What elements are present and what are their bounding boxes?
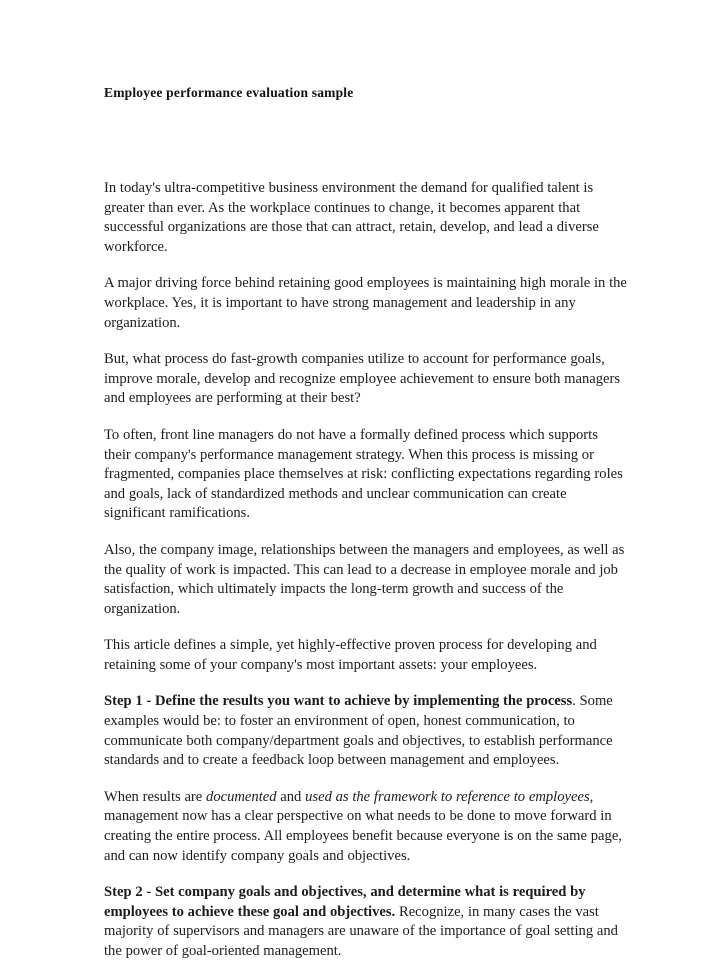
text-run: When results are — [104, 788, 207, 805]
paragraph — [104, 636, 628, 675]
text-run: But, what process do fast-growth companies utilize to account for performance goals, improve morale, develop and recognize employee achievement to ensure both managers and employees are performing at their best? — [104, 351, 621, 407]
text-run: , management now has a clear perspective on what needs to be done to move forward in creating the entire process. All employees benefit because everyone is on the same page, and can now identify company goals and objectives. — [104, 788, 622, 864]
text-run: Also, the company image, relationships between the managers and employees, as well as the quality of work is impacted. This can lead to a decrease in employee morale and job satisfaction, which ultimately impacts the long-term growth and success of the organization. — [104, 541, 625, 617]
document-body — [104, 179, 628, 962]
page-title: Employee performance evaluation sample — [104, 85, 354, 100]
paragraph — [104, 541, 628, 619]
paragraph — [104, 274, 628, 333]
text-run: To often, front line managers do not have a formally defined process which supports their company's performance management strategy. When this process is missing or fragmented, companies place themselves at risk: conflicting expectations regarding roles and goals, lack of standardized methods and unclear communication can create significant ramifications. — [104, 426, 623, 522]
paragraph-step-1 — [104, 692, 628, 770]
text-run: Recognize, in many cases the vast majority of supervisors and managers are unaware of the importance of goal setting and the power of goal-oriented management. — [104, 903, 618, 959]
paragraph-step-2 — [104, 883, 628, 961]
paragraph — [104, 350, 628, 409]
text-run: This article defines a simple, yet highly-effective proven process for developing and retaining some of your company's most important assets: your employees. — [104, 637, 597, 673]
italic-run: documented — [206, 788, 277, 805]
document-content — [104, 84, 628, 962]
text-run: A major driving force behind retaining good employees is maintaining high morale in the workplace. Yes, it is important to have strong management and leadership in any organization. — [104, 275, 627, 331]
text-run: In today's ultra-competitive business environment the demand for qualified talent is greater than ever. As the workplace continues to change, it becomes apparent that successful organizations are those that can attract, retain, develop, and lead a diverse workforce. — [104, 180, 599, 255]
paragraph — [104, 788, 628, 866]
paragraph — [104, 179, 628, 257]
italic-run: used as the framework to reference to employees — [305, 788, 590, 805]
paragraph — [104, 426, 628, 524]
text-run: and — [276, 788, 306, 805]
text-run: . Some examples would be: to foster an environment of open, honest communication, to communicate both company/department goals and objectives, to establish performance standards and to create a feedback loop between management and employees. — [104, 693, 613, 769]
bold-run: Step 1 - Define the results you want to achieve by implementing the process — [104, 693, 573, 710]
bold-run: Step 2 - Set company goals and objectives, and determine what is required by employees to achieve these goal and objectives. — [104, 884, 586, 920]
